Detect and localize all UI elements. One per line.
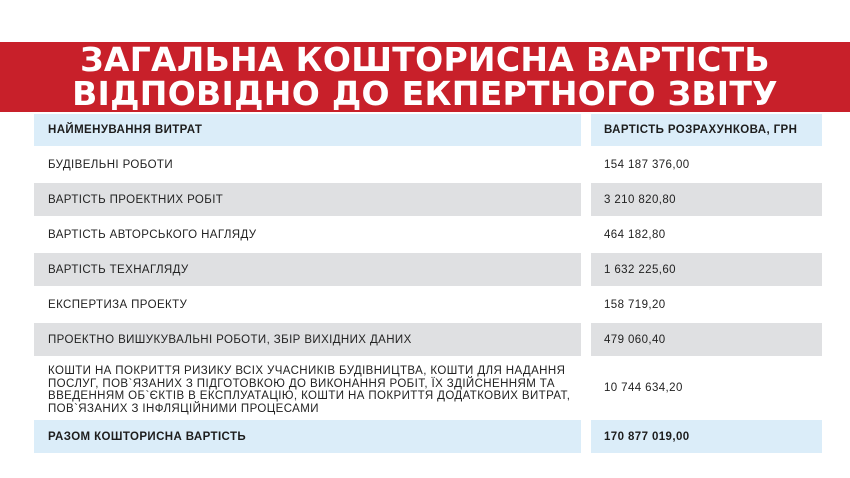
- table-row: [34, 358, 822, 418]
- table-row: [34, 288, 822, 321]
- row-cost: 479 060,40: [591, 323, 822, 356]
- row-name: ПРОЕКТНО ВИШУКУВАЛЬНІ РОБОТИ, ЗБІР ВИХІДНИХ ДАНИХ: [34, 323, 581, 356]
- table-row: [34, 253, 822, 286]
- row-cost: 464 182,80: [591, 218, 822, 251]
- cost-table: [34, 114, 822, 455]
- row-cost: 1 632 225,60: [591, 253, 822, 286]
- table-row: [34, 148, 822, 181]
- title-banner: [0, 42, 850, 112]
- row-cost: 10 744 634,20: [591, 358, 822, 418]
- row-name: ВАРТІСТЬ АВТОРСЬКОГО НАГЛЯДУ: [34, 218, 581, 251]
- title-line-1: ЗАГАЛЬНА КОШТОРИСНА ВАРТІСТЬ: [80, 40, 770, 79]
- table-total-row: [34, 420, 822, 453]
- table-row: [34, 323, 822, 356]
- row-name: КОШТИ НА ПОКРИТТЯ РИЗИКУ ВСІХ УЧАСНИКІВ БУДІВНИЦТВА, КОШТИ ДЛЯ НАДАННЯ ПОСЛУГ, ПОВ`ЯЗАНИХ З ПІДГОТОВКОЮ ДО ВИКОНАННЯ РОБІТ, ЇХ ЗДІЙСНЕННЯМ ТА ВВЕДЕННЯМ ОБ`ЄКТІВ В ЕКСПЛУАТАЦІЮ, КОШТИ НА ПОКРИТТЯ ДОДАТКОВИХ ВИТРАТ, ПОВ`ЯЗАНИХ З ІНФЛЯЦІЙНИМИ ПРОЦЕСАМИ: [34, 358, 581, 418]
- row-cost: 158 719,20: [591, 288, 822, 321]
- header-cost: ВАРТІСТЬ РОЗРАХУНКОВА, ГРН: [591, 114, 822, 146]
- table-row: [34, 183, 822, 216]
- row-name: ВАРТІСТЬ ПРОЕКТНИХ РОБІТ: [34, 183, 581, 216]
- row-name: ЕКСПЕРТИЗА ПРОЕКТУ: [34, 288, 581, 321]
- total-cost: 170 877 019,00: [591, 420, 822, 453]
- table-row: [34, 218, 822, 251]
- row-cost: 154 187 376,00: [591, 148, 822, 181]
- title-line-2: ВІДПОВІДНО ДО ЕКПЕРТНОГО ЗВІТУ: [72, 74, 778, 113]
- table-header-row: [34, 114, 822, 146]
- row-name: БУДІВЕЛЬНІ РОБОТИ: [34, 148, 581, 181]
- row-name: ВАРТІСТЬ ТЕХНАГЛЯДУ: [34, 253, 581, 286]
- total-name: РАЗОМ КОШТОРИСНА ВАРТІСТЬ: [34, 420, 581, 453]
- header-name: НАЙМЕНУВАННЯ ВИТРАТ: [34, 114, 581, 146]
- row-cost: 3 210 820,80: [591, 183, 822, 216]
